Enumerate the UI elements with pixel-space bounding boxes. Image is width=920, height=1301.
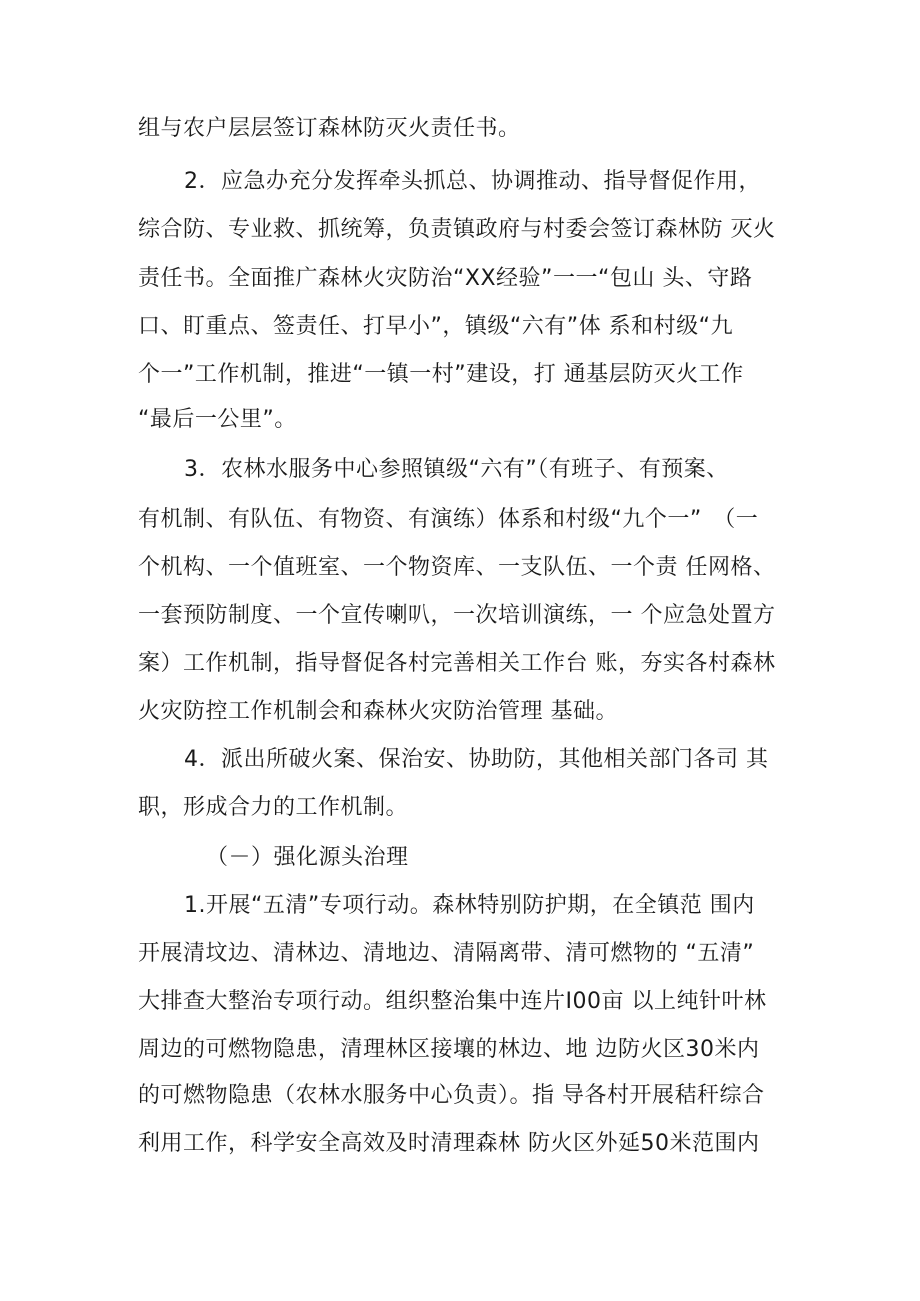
- section-heading: （－）强化源头治理: [206, 845, 409, 870]
- text-line: 个机构、一个值班室、一个物资库、一支队伍、一个责 任网格、: [138, 555, 776, 580]
- text-line: 周边的可燃物隐患，清理林区接壤的林边、地 边防火区30米内: [138, 1037, 760, 1062]
- text-line: 的可燃物隐患（农林水服务中心负责）。指 导各村开展秸秆综合: [138, 1083, 765, 1108]
- text-line: 火灾防控工作机制会和森林火灾防治管理 基础。: [138, 699, 618, 724]
- paragraph-2-start: 2．应急办充分发挥牵头抓总、协调推动、指导督促作用，: [184, 169, 761, 194]
- subsection-1-start: 1.开展“五清”专项行动。森林特别防护期，在全镇范 围内: [184, 893, 755, 918]
- text-line: 大排查大整治专项行动。组织整治集中连片I00亩 以上纯针叶林: [138, 989, 767, 1014]
- text-line: 职，形成合力的工作机制。: [138, 795, 409, 820]
- text-line: “最后一公里”。: [138, 407, 297, 432]
- text-line: 开展清坟边、清林边、清地边、清隔离带、清可燃物的 “五清”: [138, 941, 755, 966]
- paragraph-3-start: 3．农林水服务中心参照镇级“六有”（有班子、有预案、: [184, 457, 729, 482]
- text-line: 一套预防制度、一个宣传喇叭，一次培训演练，一 个应急处置方: [138, 603, 776, 628]
- text-line: 个一”工作机制，推进“一镇一村”建设，打 通基层防灭火工作: [138, 362, 744, 387]
- text-line: 有机制、有队伍、有物资、有演练）体系和村级“九个一” （一: [138, 507, 759, 532]
- paragraph-4-start: 4．派出所破火案、保治安、协助防，其他相关部门各司 其: [184, 747, 769, 772]
- text-line: 责任书。全面推广森林火灾防治“XX经验”一一“包山 头、守路: [138, 266, 753, 291]
- text-line: 案）工作机制，指导督促各村完善相关工作台 账，夯实各村森林: [138, 651, 776, 676]
- text-line: 组与农户层层签订森林防灭火责任书。: [138, 116, 521, 141]
- text-line: 口、盯重点、签责任、打早小”，镇级“六有”体 系和村级“九: [138, 314, 734, 339]
- text-line: 综合防、专业救、抓统筹，负责镇政府与村委会签订森林防 灭火: [138, 217, 776, 242]
- text-line: 利用工作，科学安全高效及时清理森林 防火区外延50米范围内: [138, 1131, 760, 1156]
